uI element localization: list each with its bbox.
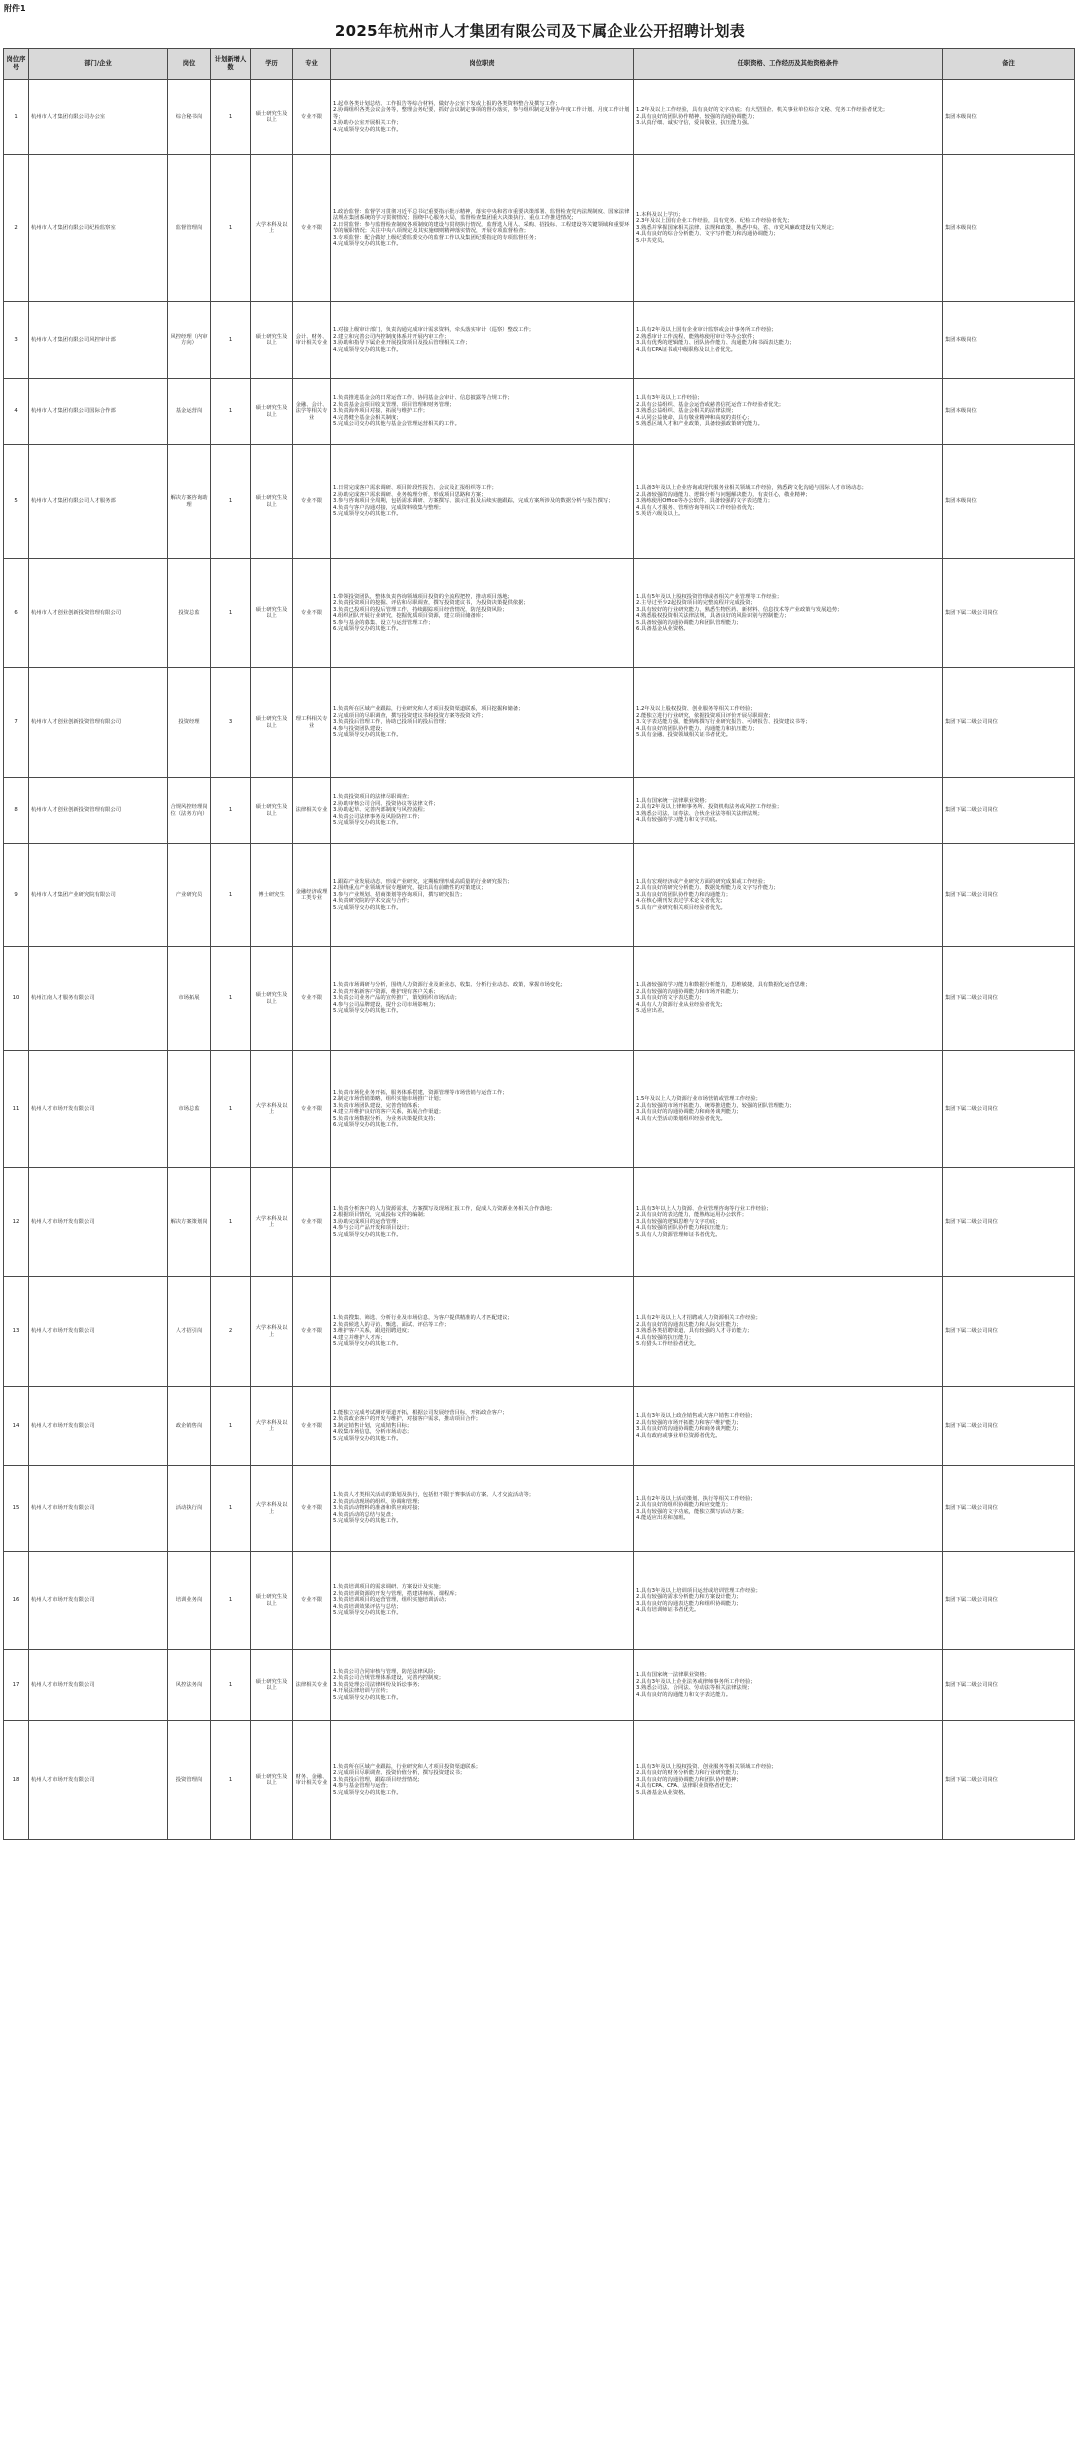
cell-dept: 杭州市人才创业创新投资管理有限公司 — [29, 559, 168, 668]
cell-no: 3 — [4, 302, 29, 379]
cell-count: 1 — [211, 1168, 251, 1277]
cell-edu: 硕士研究生及以上 — [251, 379, 293, 445]
cell-no: 14 — [4, 1387, 29, 1466]
cell-major: 金融经济或理工类专业 — [293, 844, 331, 947]
cell-duty: 1.负责公司合同审核与管理，防范法律风险； 2.负责公司合规管理体系建设，完善内控制度； 3.负责处理公司法律纠纷及诉讼事务； 4.开展法律培训与宣传； 5.完成领导交办的其他工作。 — [331, 1650, 634, 1721]
cell-note: 集团下属二级公司岗位 — [943, 947, 1075, 1051]
table-row — [4, 559, 1075, 668]
table-row — [4, 80, 1075, 155]
cell-note: 集团本级岗位 — [943, 155, 1075, 302]
cell-req: 1.5年及以上人力资源行业市场营销或管理工作经验； 2.具有较强的市场开拓能力、统筹推进能力，较强的团队管理能力； 3.具有良好的沟通协调能力和商务谈判能力； 4.具有大型活动策划组织经验者优先。 — [634, 1051, 943, 1168]
cell-edu: 大学本科及以上 — [251, 1051, 293, 1168]
cell-dept: 杭州人才市场开发有限公司 — [29, 1721, 168, 1840]
cell-no: 13 — [4, 1277, 29, 1387]
header-note: 备注 — [943, 49, 1075, 80]
cell-dept: 杭州人才市场开发有限公司 — [29, 1277, 168, 1387]
cell-note: 集团下属二级公司岗位 — [943, 1650, 1075, 1721]
cell-edu: 大学本科及以上 — [251, 1168, 293, 1277]
table-row — [4, 778, 1075, 844]
table-row — [4, 668, 1075, 778]
cell-major: 理工科相关专业 — [293, 668, 331, 778]
cell-count: 1 — [211, 379, 251, 445]
table-row — [4, 1387, 1075, 1466]
cell-major: 金融、会计、法学等相关专业 — [293, 379, 331, 445]
cell-count: 1 — [211, 155, 251, 302]
cell-req: 1.具有3年及以上股权投资、创业服务等相关领域工作经验； 2.具有良好的财务分析能力和行业研究能力； 3.具有良好的沟通协调能力和团队协作精神； 4.具有CPA、CFA、法律职业资格者优先； 5.具备基金从业资格。 — [634, 1721, 943, 1840]
cell-major: 专业不限 — [293, 1051, 331, 1168]
header-req: 任职资格、工作经历及其他资格条件 — [634, 49, 943, 80]
cell-major: 会计、财务、审计相关专业 — [293, 302, 331, 379]
cell-edu: 大学本科及以上 — [251, 155, 293, 302]
cell-duty: 1.负责人才类相关活动的策划及执行，包括但不限于赛事活动方案、人才交流活动等； 2.负责活动现场的组织、协调和管理； 3.负责活动物料的准备和供应商对接； 4.负责活动的总结与复盘； 5.完成领导交办的其他工作。 — [331, 1466, 634, 1552]
cell-edu: 大学本科及以上 — [251, 1466, 293, 1552]
header-edu: 学历 — [251, 49, 293, 80]
cell-note: 集团下属二级公司岗位 — [943, 1277, 1075, 1387]
cell-note: 集团下属二级公司岗位 — [943, 559, 1075, 668]
cell-post: 市场拓展 — [168, 947, 211, 1051]
table-row — [4, 844, 1075, 947]
cell-note: 集团本级岗位 — [943, 302, 1075, 379]
cell-no: 12 — [4, 1168, 29, 1277]
cell-note: 集团下属二级公司岗位 — [943, 1721, 1075, 1840]
cell-duty: 1.负责投资项目的法律尽职调查； 2.协助审核公司合同、投资协议等法律文件； 3.协助起草、完善内部制度与风控流程； 4.负责公司法律事务及风险防控工作； 5.完成领导交办的其他工作。 — [331, 778, 634, 844]
cell-req: 1.具有5年及以上股权投资管理或者相关产业管理等工作经验； 2.主导过至少2起投资项目的完整流程并完成投资； 3.具有较好的行业研究能力，熟悉生物医药、新材料、信息技术等产业政策与发展趋势； 4.熟悉股权投资相关法律法规，具备良好的风险识别与控制能力； 5.具备较强的沟通协调能力和团队管理能力； 6.具备基金从业资格。 — [634, 559, 943, 668]
cell-req: 1.具有2年及以上活动策划、执行等相关工作经验； 2.具有良好的组织协调能力和应变能力； 3.具有较强的文字功底，能独立撰写活动方案； 4.能适应出差和加班。 — [634, 1466, 943, 1552]
cell-dept: 杭州人才市场开发有限公司 — [29, 1051, 168, 1168]
cell-duty: 1.能独立完成考试测评渠道开拓，根据公司发展经营目标，开拓政企客户； 2.负责政企客户的开发与维护，对接客户需求，推动项目合作； 3.制定销售计划，完成销售目标； 4.收集市场信息，分析市场动态； 5.完成领导交办的其他工作。 — [331, 1387, 634, 1466]
cell-duty: 1.负责市场化业务开拓，服务体系搭建，资源管理等市场营销与运营工作； 2.制定市场营销策略，组织实施市场推广计划； 3.负责市场团队建设，完善营销体系； 4.建立并维护良好的客户关系，拓展合作渠道； 5.负责市场数据分析，为业务决策提供支持； 6.完成领导交办的其他工作。 — [331, 1051, 634, 1168]
cell-no: 16 — [4, 1552, 29, 1650]
cell-note: 集团下属二级公司岗位 — [943, 1466, 1075, 1552]
cell-duty: 1.负责市场调研与分析，围绕人力资源行业及新业态，收集、分析行业动态、政策，掌握市场变化； 2.负责开拓新客户资源，维护现有客户关系； 3.负责公司业务产品的宣传推广，策划组织市场活动； 4.参与公司品牌建设，提升公司市场影响力； 5.完成领导交办的其他工作。 — [331, 947, 634, 1051]
cell-count: 1 — [211, 1466, 251, 1552]
cell-no: 5 — [4, 445, 29, 559]
cell-note: 集团下属二级公司岗位 — [943, 668, 1075, 778]
cell-edu: 硕士研究生及以上 — [251, 445, 293, 559]
cell-count: 1 — [211, 302, 251, 379]
cell-dept: 杭州人才市场开发有限公司 — [29, 1168, 168, 1277]
cell-edu: 硕士研究生及以上 — [251, 1552, 293, 1650]
cell-no: 6 — [4, 559, 29, 668]
cell-no: 17 — [4, 1650, 29, 1721]
cell-edu: 硕士研究生及以上 — [251, 947, 293, 1051]
cell-major: 法律相关专业 — [293, 1650, 331, 1721]
cell-note: 集团下属二级公司岗位 — [943, 844, 1075, 947]
table-row — [4, 1552, 1075, 1650]
cell-post: 基金运营岗 — [168, 379, 211, 445]
cell-post: 合规风控经理岗位（法务方向） — [168, 778, 211, 844]
cell-dept: 杭州人才市场开发有限公司 — [29, 1387, 168, 1466]
cell-req: 1.具备3年及以上企业咨询或现代服务业相关领域工作经验，熟悉跨文化沟通与国际人才市场动态； 2.具备较强的沟通能力、逻辑分析与问题解决能力，有责任心，敬业精神； 3.熟练使用Office等办公软件，具备较强的文字表达能力； 4.具有人才服务、管理咨询等相关工作经验者优先； 5.英语六级及以上。 — [634, 445, 943, 559]
cell-req: 1.本科及以上学历； 2.3年及以上国有企业工作经验，具有党务、纪检工作经验者优先； 3.熟悉并掌握国家相关法律、法规和政策，熟悉中央、省、市党风廉政建设有关规定； 4.具有良好的综合分析能力、文字写作能力和沟通协调能力； 5.中共党员。 — [634, 155, 943, 302]
cell-req: 1.具有2年及以上人才招聘或人力资源相关工作经验； 2.具有良好的沟通表达能力和人际交往能力； 3.熟悉各类招聘渠道，具有较强的人才寻访能力； 4.具有较强的抗压能力； 5.有猎头工作经验者优先。 — [634, 1277, 943, 1387]
cell-major: 专业不限 — [293, 1168, 331, 1277]
header-post: 岗位 — [168, 49, 211, 80]
cell-req: 1.具有2年及以上国有企业审计监察或会计事务所工作经验； 2.熟悉审计工作流程，能熟练使用审计等办公软件； 3.具有优秀的逻辑能力、团队协作能力、沟通能力和书面表达能力； 4.具有CPA证书或中级职称及以上者优先。 — [634, 302, 943, 379]
cell-post: 综合秘书岗 — [168, 80, 211, 155]
table-body — [4, 80, 1075, 1840]
cell-duty: 1.负责所在区域产业跟踪，行业研究和人才项目投资渠道联系； 2.完成项目尽职调查、投资价值分析，撰写投资建议书； 3.负责投后管理，跟踪项目经营情况； 4.参与基金管理与运营； 5.完成领导交办的其他工作。 — [331, 1721, 634, 1840]
cell-note: 集团下属二级公司岗位 — [943, 1051, 1075, 1168]
cell-edu: 博士研究生 — [251, 844, 293, 947]
table-row — [4, 1277, 1075, 1387]
table-row — [4, 1051, 1075, 1168]
cell-note: 集团下属二级公司岗位 — [943, 1387, 1075, 1466]
cell-duty: 1.跟踪产业发展动态，形成产业研究，定期梳理形成高质量的行业研究报告； 2.围绕重点产业领域开展专题研究，提出具有前瞻性的对策建议； 3.参与产业规划、招商策划等咨询项目，撰写研究报告； 4.负责研究院的学术交流与合作； 5.完成领导交办的其他工作。 — [331, 844, 634, 947]
cell-dept: 杭州市人才集团有限公司人才服务部 — [29, 445, 168, 559]
cell-duty: 1.负责推进基金会的日常运营工作，协同基金会审计、信息披露等合规工作； 2.负责基金会项目收支管理、项目管理和财务管理； 3.负责海外项目对接，拓展与维护工作； 4.完善健全基金会相关制度； 5.完成公司交办的其他与基金会管理运营相关的工作。 — [331, 379, 634, 445]
cell-count: 1 — [211, 80, 251, 155]
cell-count: 2 — [211, 1277, 251, 1387]
cell-edu: 硕士研究生及以上 — [251, 80, 293, 155]
cell-post: 培训业务岗 — [168, 1552, 211, 1650]
cell-major: 专业不限 — [293, 1552, 331, 1650]
cell-post: 解决方案咨询助理 — [168, 445, 211, 559]
cell-count: 1 — [211, 1552, 251, 1650]
table-row — [4, 1466, 1075, 1552]
page-title: 2025年杭州市人才集团有限公司及下属企业公开招聘计划表 — [334, 22, 746, 40]
cell-req: 1.具有3年以上人力资源、企业管理咨询等行业工作经验； 2.具有良好的表达能力，能熟练运用办公软件； 3.具有较强的逻辑思维与文字功底； 4.具有较强的团队协作能力和抗压能力； 5.具有人力资源管理师证书者优先。 — [634, 1168, 943, 1277]
cell-no: 10 — [4, 947, 29, 1051]
cell-req: 1.2年及以上工作经验，具有良好的文字功底；有大型国企、机关事业单位综合文秘、党务工作经验者优先； 2.具有良好的团队协作精神、较强的沟通协调能力； 3.认真仔细、诚实守信，爱岗敬业，抗压能力强。 — [634, 80, 943, 155]
cell-note: 集团本级岗位 — [943, 379, 1075, 445]
table-row — [4, 947, 1075, 1051]
cell-duty: 1.对接上级审计部门，负责沟通完成审计需求资料，牵头落实审计（巡察）整改工作； 2.建立和完善公司内控制度体系并开展内审工作； 3.协助和指导下属企业开展投资项目及投后管理相关工作； 4.完成领导交办的其他工作。 — [331, 302, 634, 379]
cell-dept: 杭州市人才集团有限公司国际合作部 — [29, 379, 168, 445]
cell-count: 1 — [211, 1387, 251, 1466]
header-dept: 部门/企业 — [29, 49, 168, 80]
cell-edu: 硕士研究生及以上 — [251, 302, 293, 379]
cell-edu: 大学本科及以上 — [251, 1277, 293, 1387]
cell-edu: 硕士研究生及以上 — [251, 559, 293, 668]
cell-req: 1.具有国家统一法律职业资格； 2.具有3年及以上企业法务或律师事务所工作经验； 3.熟悉公司法、合同法、劳动法等相关法律法规； 4.具有良好的沟通能力和文字表达能力。 — [634, 1650, 943, 1721]
table-row — [4, 302, 1075, 379]
cell-major: 专业不限 — [293, 947, 331, 1051]
cell-post: 风控法务岗 — [168, 1650, 211, 1721]
cell-note: 集团下属二级公司岗位 — [943, 1168, 1075, 1277]
cell-no: 11 — [4, 1051, 29, 1168]
cell-dept: 杭州市人才集团有限公司办公室 — [29, 80, 168, 155]
cell-req: 1.具有宏观经济或产业研究方面的研究成果或工作经验； 2.具有良好的研究分析能力、数据处理能力及文字写作能力； 3.具有良好的团队协作能力和沟通能力； 4.在核心期刊发表过学术论文者优先； 5.具有产业研究相关项目经验者优先。 — [634, 844, 943, 947]
cell-major: 专业不限 — [293, 80, 331, 155]
cell-no: 4 — [4, 379, 29, 445]
cell-dept: 杭州江南人才服务有限公司 — [29, 947, 168, 1051]
cell-req: 1.2年及以上股权投资、创业服务等相关工作经验； 2.能独立进行行业研究，依据投资项目评价开展尽职调查； 3.文字表达能力强，能熟练撰写行业研究报告、可研报告、投资建议书等； 4.具有良好的团队协作能力、沟通能力和抗压能力； 5.具有金融、投资领域相关证书者优先。 — [634, 668, 943, 778]
cell-dept: 杭州市人才创业创新投资管理有限公司 — [29, 668, 168, 778]
table-row — [4, 155, 1075, 302]
cell-post: 解决方案策划岗 — [168, 1168, 211, 1277]
cell-no: 15 — [4, 1466, 29, 1552]
cell-duty: 1.政治监督：监督学习贯彻习近平总书记重要指示批示精神，落实中央和省市重要决策部署、监督检查党内法规制度、国家法律法规在集团系统的学习贯彻情况；围绕中心服务大局，监督检查集团重大决策执行、重点工作推进情况； 2.日常监督：参与监督检查制度各项制度的建设与贯彻执行情况，监督选人用人、采购、招投标、工程建设等关键领域和重要环节的履职情况；关注中央八项规定及其实施细则精神落实情况，开展专项监督检查； 3.专项监督：配合做好上级纪委监委交办的监督工作以及集团纪委指定的专项监督任务； 4.完成领导交办的其他工作。 — [331, 155, 634, 302]
header-no: 岗位序号 — [4, 49, 29, 80]
cell-major: 专业不限 — [293, 1277, 331, 1387]
cell-no: 9 — [4, 844, 29, 947]
cell-dept: 杭州市人才集团有限公司风控审计部 — [29, 302, 168, 379]
cell-note: 集团本级岗位 — [943, 445, 1075, 559]
table-row — [4, 1650, 1075, 1721]
cell-req: 1.具有3年及以上工作经验； 2.具有公益组织、基金会运营或慈善信托运营工作经验者优先； 3.熟悉公益组织、基金会相关的法律法规； 4.认同公益使命，具有敬业精神和高度的责任心； 5.熟悉区域人才和产业政策，具备较强政策研究能力。 — [634, 379, 943, 445]
cell-major: 专业不限 — [293, 155, 331, 302]
cell-no: 8 — [4, 778, 29, 844]
cell-edu: 硕士研究生及以上 — [251, 668, 293, 778]
cell-note: 集团本级岗位 — [943, 80, 1075, 155]
cell-note: 集团下属二级公司岗位 — [943, 778, 1075, 844]
attachment-label: 附件1 — [4, 4, 26, 13]
cell-req: 1.具有国家统一法律职业资格； 2.具有2年及以上律师事务所、投资机构法务或风控工作经验； 3.熟悉公司法、证券法、合伙企业法等相关法律法规； 4.具有较强的学习能力和文字功底。 — [634, 778, 943, 844]
cell-no: 1 — [4, 80, 29, 155]
cell-major: 专业不限 — [293, 1387, 331, 1466]
cell-req: 1.具有3年及以上政企销售或大客户销售工作经验； 2.具有较强的市场开拓能力和客户维护能力； 3.具有良好的沟通协调能力和商务谈判能力； 4.具有政府或事业单位资源者优先。 — [634, 1387, 943, 1466]
cell-major: 专业不限 — [293, 445, 331, 559]
cell-count: 1 — [211, 1721, 251, 1840]
cell-duty: 1.负责分析客户的人力资源需求，方案撰写及现场汇报工作，促成人力资源业务相关合作落地； 2.根据项目情况，完成投标文件的编制； 3.协助完成项目的运营管理； 4.参与公司产品开发和项目设计； 5.完成领导交办的其他工作。 — [331, 1168, 634, 1277]
cell-count: 1 — [211, 1051, 251, 1168]
cell-major: 法律相关专业 — [293, 778, 331, 844]
table-header-row — [4, 49, 1075, 80]
cell-major: 专业不限 — [293, 559, 331, 668]
cell-count: 3 — [211, 668, 251, 778]
table-row — [4, 445, 1075, 559]
cell-post: 投资管理岗 — [168, 1721, 211, 1840]
cell-duty: 1.起草各类计划总结、工作报告等综合材料，做好办公室下发或上报的各类资料整合及撰写工作； 2.协调组织各类会议会务等，整理会务纪要，抓好会议制定事项的督办落实，参与组织制定及督办年度工作计划、月度工作计划等； 3.协助办公室开展相关工作； 4.完成领导交办的其他工作。 — [331, 80, 634, 155]
cell-duty: 1.负责所在区域产业跟踪，行业研究和人才项目投资渠道联系，项目挖掘和储备； 2.完成项目的尽职调查，撰写投资建议书和投资方案等投资文件； 3.负责投后管理工作，协助已投项目的投后管理； 4.参与投资团队建设； 5.完成领导交办的其他工作。 — [331, 668, 634, 778]
table-row — [4, 1721, 1075, 1840]
cell-post: 投资总监 — [168, 559, 211, 668]
recruitment-table — [3, 48, 1075, 1840]
cell-post: 活动执行岗 — [168, 1466, 211, 1552]
cell-major: 财务、金融、审计相关专业 — [293, 1721, 331, 1840]
cell-post: 投资经理 — [168, 668, 211, 778]
cell-count: 1 — [211, 1650, 251, 1721]
table-row — [4, 1168, 1075, 1277]
cell-post: 风控经理（内审方向） — [168, 302, 211, 379]
header-count: 计划新增人数 — [211, 49, 251, 80]
cell-dept: 杭州人才市场开发有限公司 — [29, 1650, 168, 1721]
cell-req: 1.具备较强的学习能力和数据分析能力，思维敏捷，具有数据化运营思维； 2.具有较强的沟通协调能力和市场开拓能力； 3.具有良好的文字表达能力； 4.具有人力资源行业从业经验者优先； 5.适应出差。 — [634, 947, 943, 1051]
table-row — [4, 379, 1075, 445]
cell-count: 1 — [211, 947, 251, 1051]
cell-note: 集团下属二级公司岗位 — [943, 1552, 1075, 1650]
cell-dept: 杭州市人才集团产业研究院有限公司 — [29, 844, 168, 947]
cell-count: 1 — [211, 778, 251, 844]
cell-edu: 硕士研究生及以上 — [251, 1721, 293, 1840]
cell-duty: 1.负责培训项目的需求调研、方案设计及实施； 2.负责培训资源的开发与管理，搭建讲师库、课程库； 3.负责培训项目的运营管理，组织实施培训活动； 4.负责培训效果评估与总结； 5.完成领导交办的其他工作。 — [331, 1552, 634, 1650]
cell-dept: 杭州人才市场开发有限公司 — [29, 1552, 168, 1650]
cell-post: 人才招引岗 — [168, 1277, 211, 1387]
cell-count: 1 — [211, 844, 251, 947]
cell-count: 1 — [211, 559, 251, 668]
cell-dept: 杭州市人才集团有限公司纪检监察室 — [29, 155, 168, 302]
cell-duty: 1.日常完成客户需求调研、项目阶段性报告、会议及汇报组织等工作； 2.协助完成客户需求调研、业务梳理分析，形成项目思路和方案； 3.参与咨询项目全周期，包括需求调研、方案撰写、演示汇报及后续实施跟踪，完成方案所涉及的数据分析与报告撰写； 4.负责与客户沟通对接，完成资料收集与整理； 5.完成领导交办的其他工作。 — [331, 445, 634, 559]
cell-post: 监督管理岗 — [168, 155, 211, 302]
cell-post: 市场总监 — [168, 1051, 211, 1168]
header-major: 专业 — [293, 49, 331, 80]
cell-no: 18 — [4, 1721, 29, 1840]
cell-count: 1 — [211, 445, 251, 559]
cell-edu: 大学本科及以上 — [251, 1387, 293, 1466]
cell-dept: 杭州人才市场开发有限公司 — [29, 1466, 168, 1552]
cell-edu: 硕士研究生及以上 — [251, 778, 293, 844]
cell-no: 2 — [4, 155, 29, 302]
cell-dept: 杭州市人才创业创新投资管理有限公司 — [29, 778, 168, 844]
cell-post: 政企销售岗 — [168, 1387, 211, 1466]
header-duty: 岗位职责 — [331, 49, 634, 80]
cell-duty: 1.负责搜集、筛选、分析行业及市场信息，为客户提供精准的人才匹配建议； 2.负责候选人的寻访、甄选、面试、评估等工作； 3.维护客户关系，跟进招聘进度； 4.建立并维护人才库； 5.完成领导交办的其他工作。 — [331, 1277, 634, 1387]
cell-req: 1.具有3年及以上培训项目运营或培训管理工作经验； 2.具有较强的需求分析能力和方案设计能力； 3.具有良好的沟通表达能力和组织协调能力； 4.具有培训师证书者优先。 — [634, 1552, 943, 1650]
cell-major: 专业不限 — [293, 1466, 331, 1552]
cell-edu: 硕士研究生及以上 — [251, 1650, 293, 1721]
cell-post: 产业研究员 — [168, 844, 211, 947]
cell-duty: 1.带领投资团队，整体负责咨询领域项目投资的全流程把控，推动项目落地； 2.负责投资项目的挖掘、评估和尽职调查，撰写投资建议书，为投资决策提供依据； 3.负责已投项目的投后管理工作，持续跟踪项目经营情况，防范投资风险； 4.组织团队开展行业研究，挖掘优质项目资源，建立项目储备库； 5.参与基金的募集、设立与运营管理工作； 6.完成领导交办的其他工作。 — [331, 559, 634, 668]
cell-no: 7 — [4, 668, 29, 778]
